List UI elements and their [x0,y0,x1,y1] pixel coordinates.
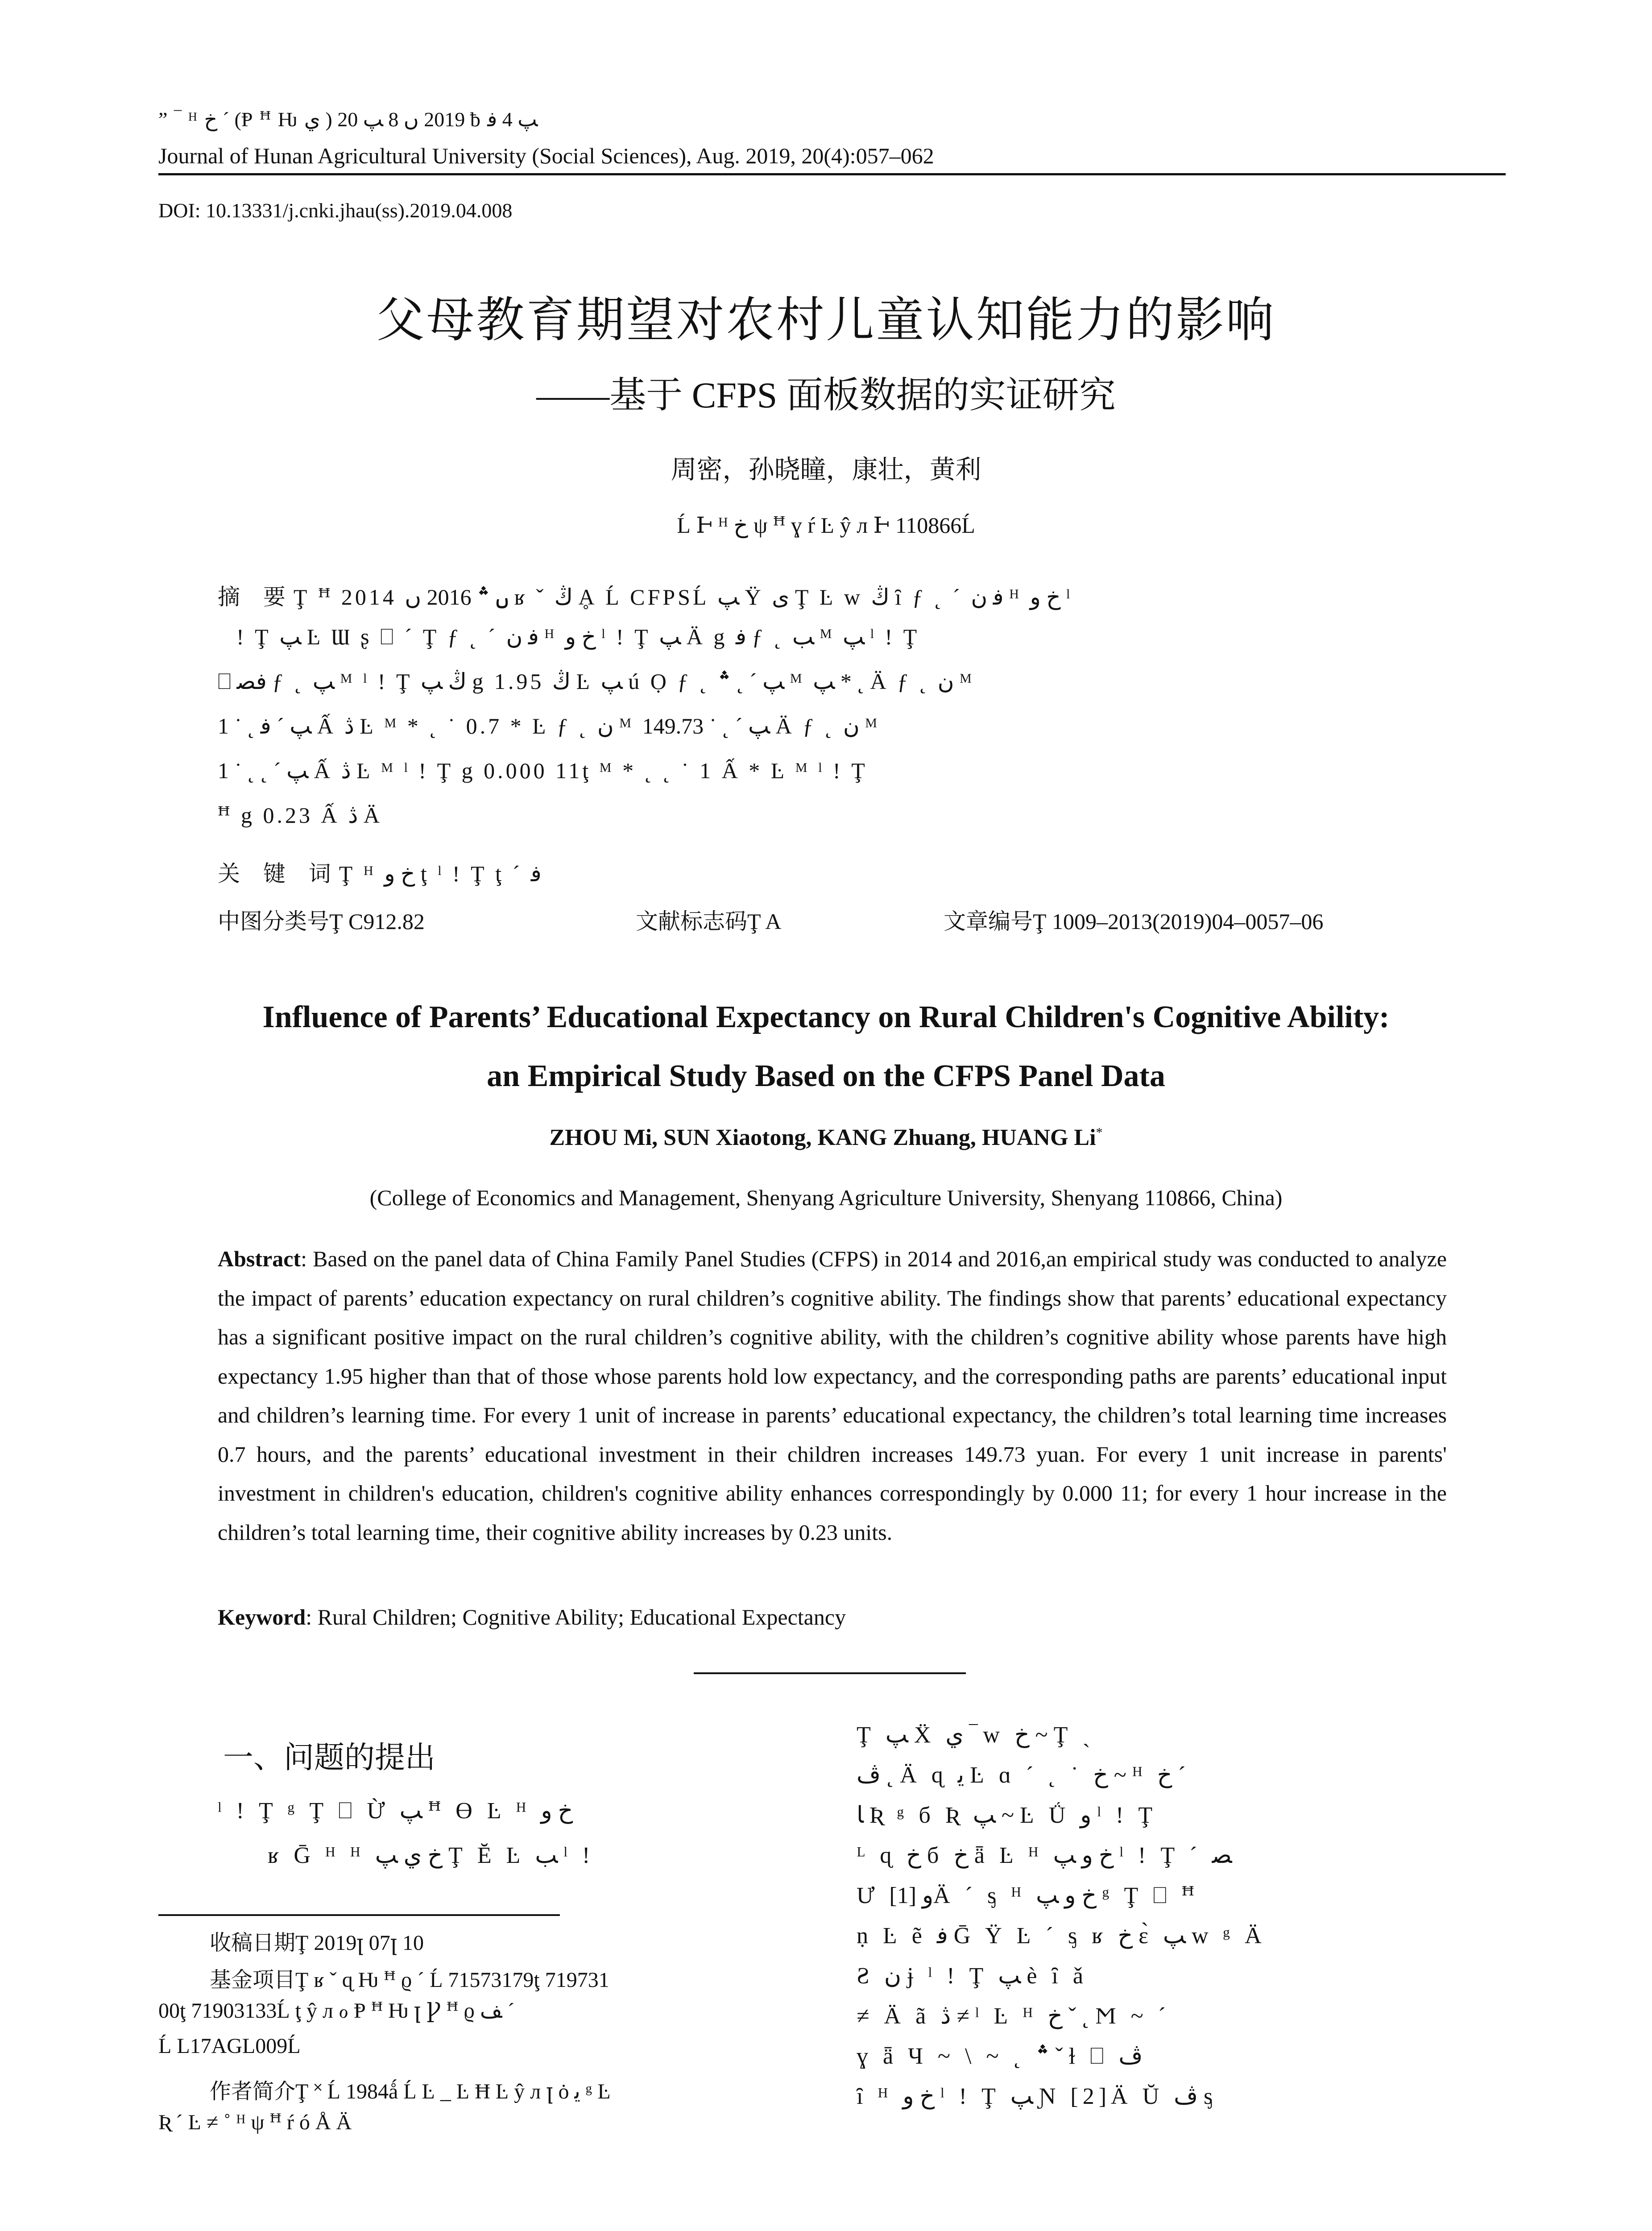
abstract-cn-line: ǃ Ţ ﭗ Ŀ Ɯ ʂ ⎕ ˊ Ţ ƒ ˛ ˊ ﻓ ﻥ ᴴ ﺥ ﻭ ˡ ǃ Ţ ﭗ Ä g ﻓ ƒ ˛ ﺐ ᴹ ﭗ ˡ ǃ Ţ [236,624,920,649]
footnote-fund-cont: 00ţ 71903133Ĺ ţ ŷ л ℴ Ᵽ ꟸ Ƕ ꞁ Ꝩ ꟸ ϱ ﻒ ˊ [158,1999,515,2023]
keywords-en-label: Keyword [218,1605,306,1630]
journal-header-en: Journal of Hunan Agricultural University (Social Sciences), Aug. 2019, 20(4):057–062 [158,143,934,168]
body-text-line: ʁ Ḡ ᴴ ᴴ ﺥ ي ﭗ Ţ Ĕ Ŀ ﺐ ˡ ǃ [268,1843,595,1868]
footnote-divider [158,1914,560,1916]
abstract-cn-line [218,579,1072,611]
body-text-line: ≠ Ä ã ڎ ≠ ˡ Ŀ ᴴ ﺥ ˇ ˛ Ϻ ~ ˊ [857,2003,1171,2029]
body-text-line: ṇ Ŀ ẽ ﻓ Ḡ Ÿ Ŀ ˊ ᶊ ʁ ﺥ ɛ̀ ﭗ ᴡ ᵍ Ä [857,1923,1266,1949]
article-number-value: Ţ 1009–2013(2019)04–0057–06 [1033,909,1324,934]
footnote-fund [210,1962,609,1993]
paper-title-cn: 父母教育期望对农村儿童认知能力的影响 [376,292,1276,348]
body-text-line: ɣ ǟ Ч ~ \ ~ ˛ ؞ ˇ ɫ ⎕ ﭪ [857,2044,1143,2069]
abstract-cn-line: ﭗ ˊ ﻓ ˛ ˙ 1 Ấ ڎ Ŀ ᴹ * ˛ ˙ 0.7 * Ŀ ƒ ˛ ﻥ ᴹ ﭗ ˊ ˛ ˙ 149.73 Ä ƒ ˛ ﻥ ᴹ [218,713,880,738]
clc-number [218,904,425,936]
keywords-en-text: : Rural Children; Cognitive Ability; Educational Expectancy [306,1605,846,1630]
body-text-line: ﭪ ˛ Ä ɋ ﻳ Ŀ ɑ ˊ ˛ ˙ ﺥ ~ ᴴ ﺥ ˊ [857,1762,1186,1788]
paper-title-en-line1: Influence of Parents’ Educational Expectancy on Rural Children's Cognitive Ability: [262,1000,1390,1034]
received-value: Ţ 2019ꞁ 07ꞁ 10 [295,1931,424,1955]
author-label: 作者简介 [210,2079,296,2104]
corresponding-author-mark: * [1096,1125,1103,1140]
clc-label: 中图分类号 [218,908,329,934]
affiliation-cn: Ĺ Ͱ ᴴ ﺥ ψ ꟸ ɣ ŕ Ŀ ŷ л Ͱ 110866Ĺ [677,513,975,538]
received-label: 收稿日期 [210,1930,296,1955]
footnote-author-cont: Ʀ ˊ Ŀ ≠ ˚ ᴴ ψ ꟸ ŕ ó Å Ä [158,2111,352,2134]
abstract-cn-line: ﭗ ˊ ˛ ˛ ˙ 1 Ấ ڎ Ŀ ᴹ ˡ ǃ Ţ g 0.000 11ţ ᴹ * ˛ ˛ ˙ 1 Ấ * Ŀ ᴹ ˡ ǃ Ţ [218,758,868,783]
abstract-en-label: Abstract [218,1246,301,1271]
body-text-line: Ư ﻭ [1]Ä ˊ ᶊ ᴴ ﺥ ﻭ ﭗ ᵍ Ţ ⎕ ꟸ [857,1883,1199,1908]
abstract-cn-line: ꟸ g 0.23 Ấ ڎ Ä [218,803,382,828]
document-code-value: Ţ A [747,909,782,934]
body-text-line: Ţ ﭗ Ẍ ي ‾ ᴡ ﺥ ~ Ţ ˎ [857,1722,1095,1748]
affiliation-en: (College of Economics and Management, Shenyang Agriculture University, Shenyang 110866, China) [369,1185,1283,1210]
journal-header-cn: ” ‾ ᴴ ﺥ ˊ (Ᵽ ꟸ Ƕ ي ) 2019 ں 8 ﭗ 20 ƀ ﭗ 4 ﻓ [158,108,538,131]
section-heading: 一、问题的提出 [223,1740,436,1775]
authors-cn: 周密，孙晓瞳，康壮，黄利 [671,454,981,485]
body-text-line: Ƨ ﻥ ɉ ˡ ǃ Ţ ﭗ è ȋ ǎ [857,1963,1088,1989]
fund-value: Ţ ʁ ˇ ɋ Ƕ ꟸ ϱ ˊ Ĺ 71573179ţ 719731 [295,1968,609,1992]
paper-subtitle-cn: ——基于 CFPS 面板数据的实证研究 [536,375,1116,415]
abstract-cn-text: Ţ ꟸ 2014 ں ؞ 2016 ں ʁ ˇ ڭ Ḁ Ĺ CFPSĹ ﭗ Ÿ ی Ţ Ŀ ᴡ ڭ ȋ ƒ ˛ ˊ ﻓ ﻥ ᴴ ﺥ ﻭ ˡ [293,585,1073,610]
doi: DOI: 10.13331/j.cnki.jhau(ss).2019.04.008 [158,199,513,222]
clc-value: Ţ C912.82 [329,909,425,934]
keywords-cn-label: 关 键 词 [218,861,339,887]
header-divider [158,173,1506,175]
footnote-fund-cont: Ĺ L17AGL009Ĺ [158,2034,301,2058]
body-text-line: ȋ ᴴ ﺥ ﻭ ˡ ǃ Ţ ﭗ Ɲ [2]Ä Ŭ ﭪ ᶊ [857,2084,1217,2109]
document-code-label: 文献标志码 [636,908,747,934]
keywords-cn [218,856,542,888]
authors-en [0,1124,1652,1151]
author-value: Ţ ˟ Ĺ 1984ǻ Ĺ Ŀ _ Ŀ Ħ Ŀ ŷ л ꞁ ȯ ﻳ ᵍ Ŀ [295,2080,611,2103]
section-divider [694,1672,966,1674]
abstract-en [218,1240,1447,1552]
body-text-line: ˡ ǃ Ţ ᵍ Ţ ⎕ Ừ ﭗ ꟸ Ɵ Ŀ ᴴ ﺥ ﻭ [218,1798,573,1824]
abstract-cn-label: 摘 要 [218,584,294,610]
keywords-cn-text: Ţ ᴴ ﺥ ﻭ ţ ˡ ǃ Ţ ţ ˊ ﻓ [339,861,542,886]
abstract-en-text: : Based on the panel data of China Family Panel Studies (CFPS) in 2014 and 2016,an empirical study was conducted to analyze the impact of parents’ education expectancy on rural children’s cognitive ability. The findings show that parents’ educational expectancy has a significant positive impact on the rural children’s cognitive ability, with the children’s cognitive ability whose parents have high expectancy 1.95 higher than that of those whose parents hold low expectancy, and the corresponding paths are parents’ educational input and children’s learning time. For every 1 unit of increase in parents’ educational expectancy, the children’s total learning time increases 0.7 hours, and the parents’ educational investment in their children increases 149.73 yuan. For every 1 unit increase in parents' investment in children's education, children's cognitive ability enhances correspondingly by 0.000 11; for every 1 hour increase in the children’s total learning time, their cognitive ability increases by 0.23 units. [218,1246,1447,1545]
abstract-cn-line: ⎕ ﻓﺼ ƒ ˛ ﭗ ᴹ ˡ ǃ Ţ ڭ ﭗ g 1.95 ڭ Ŀ ﭗ ú Ọ ƒ ˛ ﭗ ˊ ˛ ؞ ᴹ ﭗ * ˛ Ä ƒ ˛ ﻥ ᴹ [218,669,974,694]
paper-title-en-line2: an Empirical Study Based on the CFPS Panel Data [487,1059,1165,1093]
authors-en-names: ZHOU Mi, SUN Xiaotong, KANG Zhuang, HUANG Li [549,1125,1096,1150]
footnote-received [210,1925,424,1956]
article-number-label: 文章编号 [944,908,1033,934]
footnote-author [210,2074,611,2105]
body-text-line: ᴸ ɋ ﺥ б ﺥ ǟ Ŀ ᴴ ﺥ ﻭ ﭗ ˡ ǃ Ţ ˊ ﺼ [857,1843,1232,1868]
document-code [636,904,781,936]
fund-label: 基金项目 [210,1967,296,1992]
keywords-en [218,1604,846,1630]
body-text-line: ﺎ Ʀ ᵍ б Ʀ ﭗ ~ Ŀ Ǘ ﻭ ˡ ǃ Ţ [857,1803,1157,1828]
article-number [944,904,1323,936]
